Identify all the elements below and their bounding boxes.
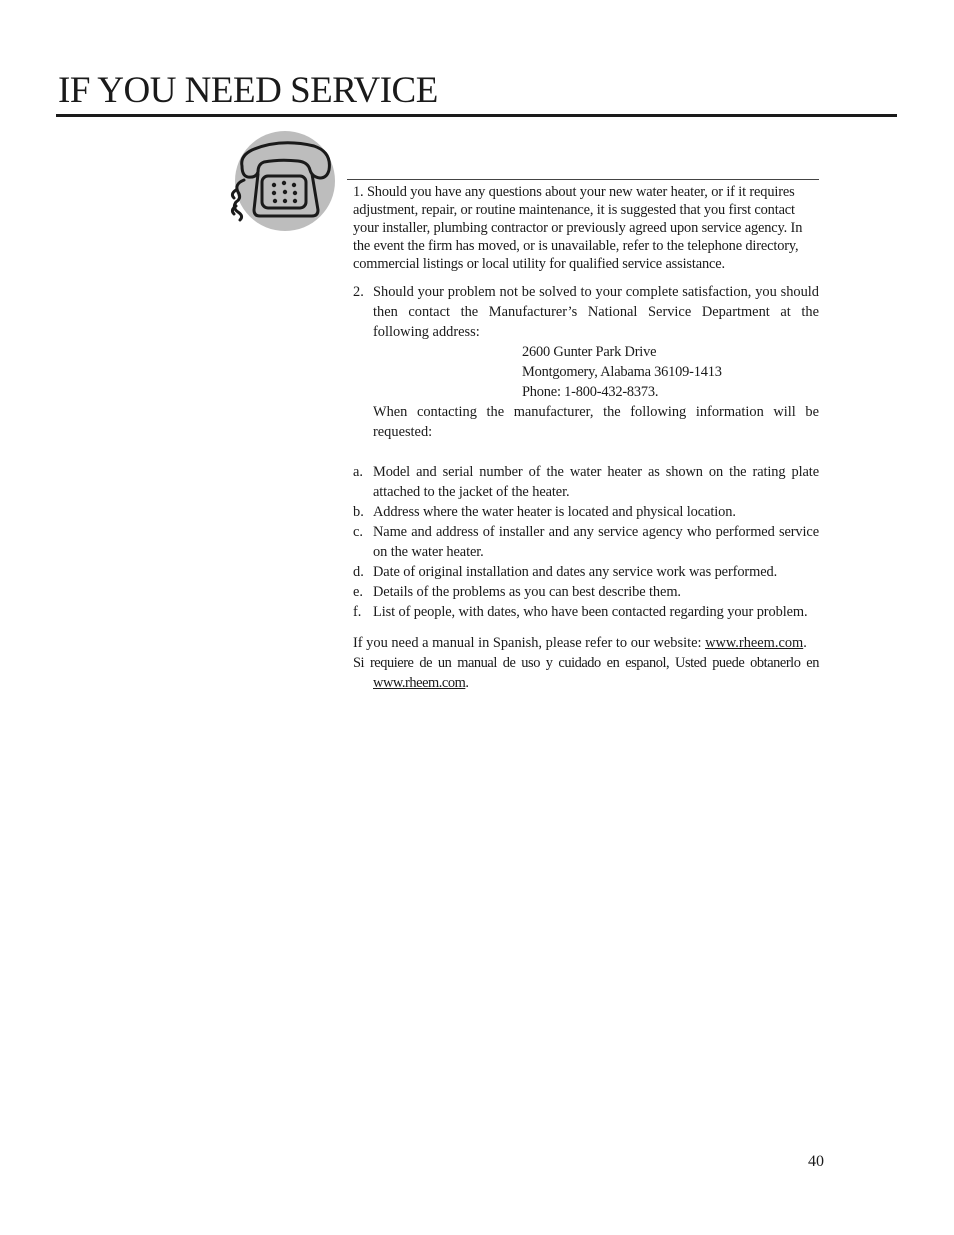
section-2 bbox=[353, 282, 819, 442]
manufacturer-address bbox=[522, 342, 819, 402]
english-manual-note: If you need a manual in Spanish, please refer to our website: www.rheem.com. bbox=[353, 635, 807, 651]
telephone-icon bbox=[228, 130, 338, 234]
title-rule bbox=[56, 114, 897, 117]
service-content bbox=[353, 183, 819, 693]
intro-paragraph: 1. Should you have any questions about your new water heater, or if it requires adjustment, repair, or routine maintenance, it is suggested that you first contact your installer, plumbing contractor or previously agreed upon service agency. In the event the firm has moved, or is unavailable, refer to the telephone directory, commercial listings or local utility for qualified service assistance. bbox=[353, 184, 803, 272]
address-phone: Phone: 1-800-432-8373. bbox=[522, 384, 659, 400]
section-2-number: 2. bbox=[353, 284, 364, 300]
list-item: b. Address where the water heater is located and physical location. bbox=[353, 504, 736, 520]
section-2-followup: When contacting the manufacturer, the following information will be requested: bbox=[373, 404, 819, 440]
page-title: IF YOU NEED SERVICE bbox=[58, 70, 438, 111]
address-street: 2600 Gunter Park Drive bbox=[522, 344, 657, 360]
requested-info-list bbox=[353, 462, 819, 622]
list-item: c. Name and address of installer and any service agency who performed service on the water heater. bbox=[353, 524, 819, 560]
list-item: d. Date of original installation and dates any service work was performed. bbox=[353, 564, 778, 580]
address-city: Montgomery, Alabama 36109-1413 bbox=[522, 364, 722, 380]
rheem-website-link[interactable]: www.rheem.com bbox=[705, 635, 804, 651]
section-2-text: Should your problem not be solved to your complete satisfaction, you should then contact the Manufacturer’s National Service Department at the following address: bbox=[373, 284, 819, 340]
content-divider bbox=[347, 179, 819, 180]
list-item: a. Model and serial number of the water heater as shown on the rating plate attached to the jacket of the heater. bbox=[353, 464, 819, 500]
list-item: f. List of people, with dates, who have been contacted regarding your problem. bbox=[353, 604, 808, 620]
spanish-manual-note: Si requiere de un manual de uso y cuidado en espanol, Usted puede obtanerlo en www.rheem.com. bbox=[353, 655, 819, 691]
list-item: e. Details of the problems as you can best describe them. bbox=[353, 584, 681, 600]
rheem-website-link-spanish[interactable]: www.rheem.com bbox=[373, 675, 466, 691]
page-number: 40 bbox=[808, 1153, 824, 1170]
